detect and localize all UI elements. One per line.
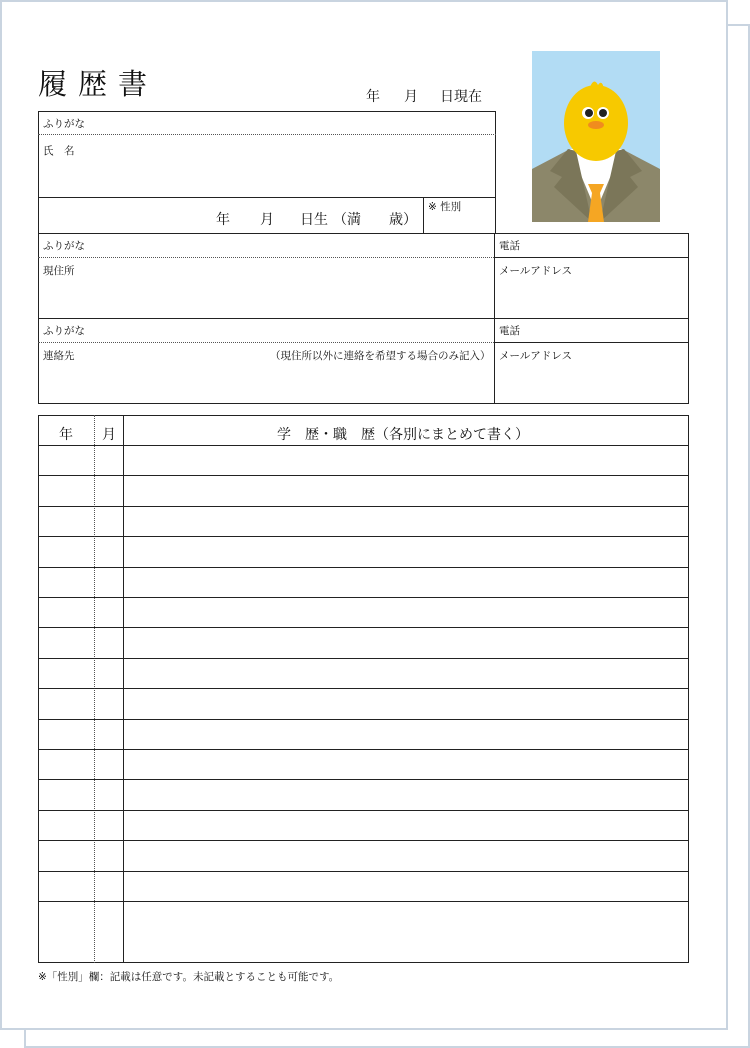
table-row xyxy=(38,749,689,750)
birth-year-label: 年 xyxy=(216,212,230,228)
history-main-header: 学 歴・職 歴（各別にまとめて書く） xyxy=(277,427,529,443)
address-phone-divider xyxy=(494,257,689,258)
history-table xyxy=(38,415,689,963)
history-year-header: 年 xyxy=(59,427,73,443)
contact-furigana-divider xyxy=(38,342,494,343)
table-row xyxy=(38,719,689,720)
table-row xyxy=(38,688,689,689)
table-row xyxy=(38,445,689,446)
date-year-label: 年 xyxy=(366,89,380,105)
age-label: （満 歳） xyxy=(333,212,417,228)
contact-furigana-label: ふりがな xyxy=(43,325,85,337)
name-label: 氏 名 xyxy=(43,145,75,157)
table-row xyxy=(38,567,689,568)
contact-phone-label: 電話 xyxy=(499,325,520,337)
table-row xyxy=(38,627,689,628)
contact-label: 連絡先 xyxy=(43,350,75,362)
contact-phone-divider xyxy=(494,342,689,343)
footnote: ※「性別」欄：記載は任意です。未記載とすることも可能です。 xyxy=(38,971,340,983)
table-row xyxy=(38,658,689,659)
gender-divider xyxy=(423,197,424,234)
table-row xyxy=(38,597,689,598)
address-email-label: メールアドレス xyxy=(499,265,572,277)
date-month-label: 月 xyxy=(404,89,418,105)
history-month-header: 月 xyxy=(102,427,116,443)
table-row xyxy=(38,779,689,780)
address-furigana-label: ふりがな xyxy=(43,240,85,252)
month-main-divider xyxy=(123,415,124,963)
table-row xyxy=(38,536,689,537)
table-row xyxy=(38,871,689,872)
address-phone-label: 電話 xyxy=(499,240,520,252)
address-furigana-divider xyxy=(38,257,494,258)
address-label: 現住所 xyxy=(43,265,75,277)
date-day-label: 日現在 xyxy=(440,89,482,105)
name-divider xyxy=(38,197,496,198)
name-furigana-divider xyxy=(38,134,496,135)
table-row xyxy=(38,475,689,476)
photo-avatar xyxy=(532,51,660,222)
year-month-divider xyxy=(94,415,95,963)
birth-month-label: 月 xyxy=(260,212,274,228)
birth-day-label: 日生 xyxy=(300,212,328,228)
contact-note: （現住所以外に連絡を希望する場合のみ記入） xyxy=(270,350,491,362)
table-row xyxy=(38,840,689,841)
gender-label: ※ 性別 xyxy=(428,201,462,213)
address-contact-divider xyxy=(38,318,689,319)
current-date xyxy=(366,86,482,106)
contact-email-label: メールアドレス xyxy=(499,350,572,362)
page-title: 履歴書 xyxy=(38,67,159,101)
name-furigana-label: ふりがな xyxy=(43,118,85,130)
table-row xyxy=(38,810,689,811)
table-row xyxy=(38,506,689,507)
table-row xyxy=(38,901,689,902)
